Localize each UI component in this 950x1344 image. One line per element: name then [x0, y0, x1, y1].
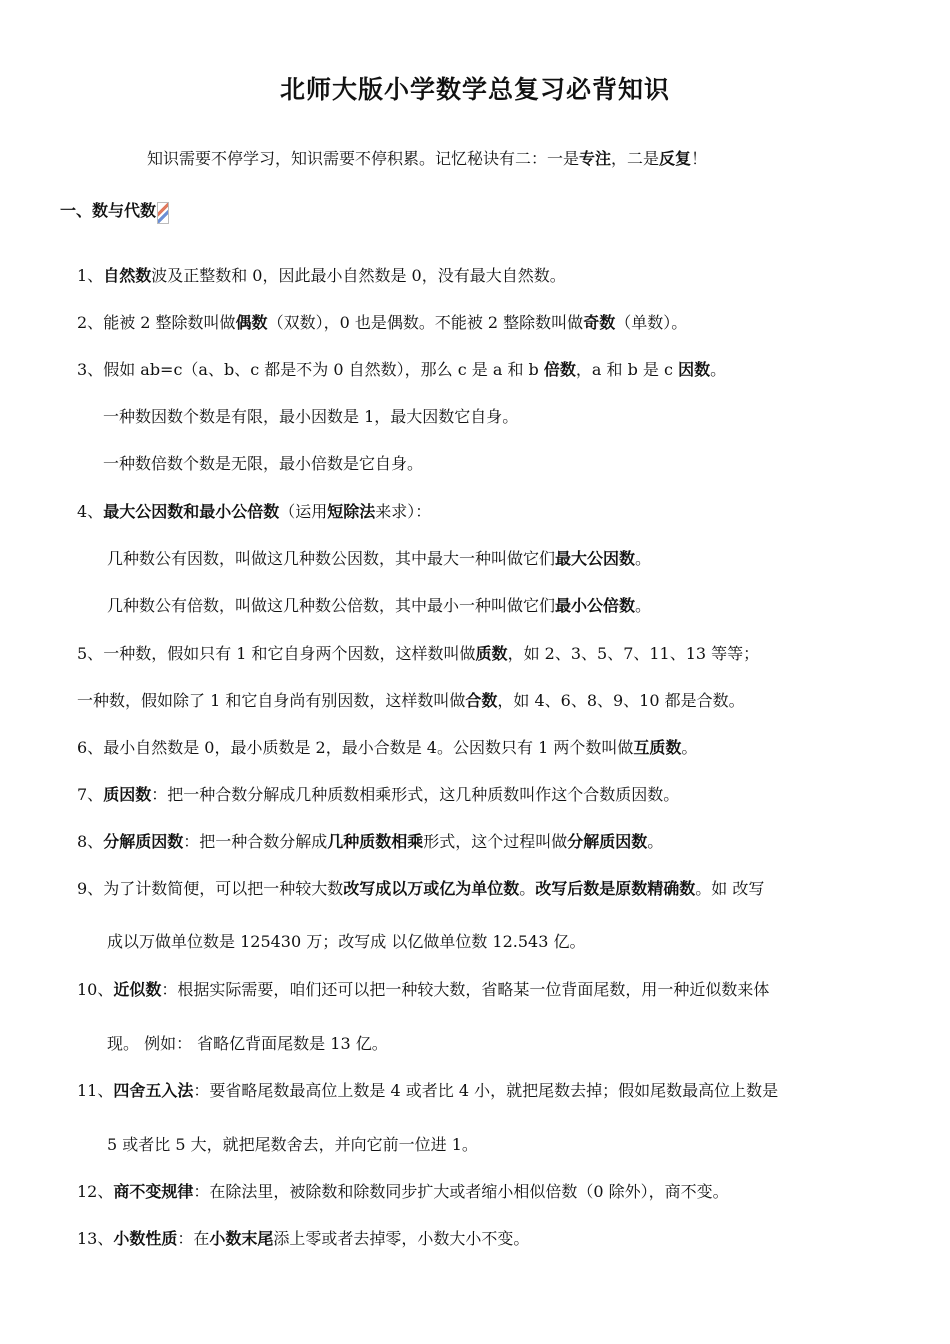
item-text: （双数），0 也是偶数。不能被 2 整除数叫做: [267, 313, 584, 332]
item-text: 波及正整数和 0，因此最小自然数是 0，没有最大自然数。: [151, 266, 566, 285]
item-text: ：根据实际需要，咱们还可以把一种较大数，省略某一位背面尾数，用一种近似数来体: [161, 980, 770, 999]
item-text: 形式，这个过程叫做: [423, 832, 568, 851]
item-number: 7、: [77, 785, 104, 804]
item-4b: [107, 596, 651, 616]
item-text: 来求）：: [375, 502, 432, 521]
term: 因数: [678, 360, 711, 379]
term: 最大公因数: [555, 549, 636, 568]
term: 四舍五入法: [113, 1081, 194, 1100]
term: 分解质因数: [567, 832, 648, 851]
item-4: [77, 502, 431, 522]
term: 合数: [465, 691, 498, 710]
term: 自然数: [103, 266, 152, 285]
item-text: ：把一种合数分解成: [183, 832, 328, 851]
item-text: 能被 2 整除数叫做: [103, 313, 236, 332]
broken-image-icon: [157, 202, 169, 224]
item-text: 几种数公有因数，叫做这几种数公因数，其中最大一种叫做它们: [107, 549, 556, 568]
item-13: [77, 1229, 529, 1249]
item-text: 一种数，假如只有 1 和它自身两个因数，这样数叫做: [103, 644, 476, 663]
item-number: 4、: [77, 502, 104, 521]
item-3a: 一种数因数个数是有限，最小因数是 1，最大因数它自身。: [103, 407, 519, 426]
item-text: 。: [635, 596, 652, 615]
term: 改写成以万或亿为单位数: [343, 879, 520, 898]
term: 小数末尾: [209, 1229, 274, 1248]
item-number: 3、: [77, 360, 104, 379]
item-10a: 现。 例如： 省略亿背面尾数是 13 亿。: [107, 1034, 388, 1053]
intro-bold-focus: 专注: [579, 149, 612, 168]
item-12: [77, 1182, 729, 1202]
item-text: 。: [647, 832, 664, 851]
item-number: 8、: [77, 832, 104, 851]
item-text: ，如 2、3、5、7、11、13 等等；: [507, 644, 760, 663]
item-text: ：在除法里，被除数和除数同步扩大或者缩小相似倍数（0 除外），商不变。: [193, 1182, 729, 1201]
item-10: [77, 980, 769, 1000]
item-text: ，如 4、6、8、9、10 都是合数。: [497, 691, 745, 710]
item-5a: [77, 691, 745, 711]
item-text: 为了计数简便，可以把一种较大数: [103, 879, 344, 898]
intro-text: 知识需要不停学习，知识需要不停积累。记忆秘诀有二：一是: [147, 149, 580, 168]
item-text: （单数）。: [615, 313, 688, 332]
item-2: [77, 313, 687, 333]
item-11a: 5 或者比 5 大，就把尾数舍去，并向它前一位进 1。: [107, 1135, 478, 1154]
intro-bold-repeat: 反复: [659, 149, 692, 168]
item-text: 。如 改写: [695, 879, 765, 898]
item-number: 12、: [77, 1182, 114, 1201]
item-text: 添上零或者去掉零，小数大小不变。: [273, 1229, 530, 1248]
item-number: 6、: [77, 738, 104, 757]
item-11: [77, 1081, 778, 1101]
item-number: 11、: [77, 1081, 114, 1100]
term: 奇数: [583, 313, 616, 332]
section-title: 一、数与代数: [60, 201, 157, 220]
term: 改写后数是原数精确数: [535, 879, 696, 898]
term: 最小公倍数: [555, 596, 636, 615]
term: 分解质因数: [103, 832, 184, 851]
intro-text-mid: ，二是: [611, 149, 660, 168]
item-text: 假如 ab=c（a、b、c 都是不为 0 自然数），那么 c 是 a 和 b: [103, 360, 544, 379]
item-text: 最小自然数是 0，最小质数是 2，最小合数是 4。公因数只有 1 两个数叫做: [103, 738, 634, 757]
intro-line: [147, 149, 707, 169]
term: 偶数: [235, 313, 268, 332]
term: 短除法: [327, 502, 376, 521]
term: 质数: [475, 644, 508, 663]
term: 商不变规律: [113, 1182, 194, 1201]
item-number: 2、: [77, 313, 104, 332]
item-text: 。: [635, 549, 652, 568]
item-text: 。: [710, 360, 727, 379]
item-7: [77, 785, 679, 805]
item-number: 9、: [77, 879, 104, 898]
item-text: 。: [519, 879, 536, 898]
intro-text-end: ！: [691, 149, 708, 168]
item-9: [77, 879, 764, 899]
item-text: 。: [681, 738, 698, 757]
term: 近似数: [113, 980, 162, 999]
section-heading: [60, 198, 169, 224]
item-text: ：把一种合数分解成几种质数相乘形式，这几种质数叫作这个合数质因数。: [151, 785, 680, 804]
item-text: ：在: [177, 1229, 210, 1248]
item-text: 几种数公有倍数，叫做这几种数公倍数，其中最小一种叫做它们: [107, 596, 556, 615]
item-3b: 一种数倍数个数是无限，最小倍数是它自身。: [103, 454, 424, 473]
item-text: 一种数，假如除了 1 和它自身尚有别因数，这样数叫做: [77, 691, 466, 710]
item-8: [77, 832, 663, 852]
item-text: （运用: [279, 502, 328, 521]
term: 质因数: [103, 785, 152, 804]
item-5: [77, 644, 759, 664]
item-6: [77, 738, 697, 758]
term: 小数性质: [113, 1229, 178, 1248]
item-text: ，a 和 b 是 c: [575, 360, 679, 379]
item-9a: 成以万做单位数是 125430 万；改写成 以亿做单位数 12.543 亿。: [107, 932, 586, 951]
item-number: 5、: [77, 644, 104, 663]
item-3: [77, 360, 726, 380]
item-number: 13、: [77, 1229, 114, 1248]
term: 倍数: [543, 360, 576, 379]
term: 几种质数相乘: [327, 832, 424, 851]
page-title: 北师大版小学数学总复习必背知识: [279, 75, 670, 104]
item-number: 10、: [77, 980, 114, 999]
term: 最大公因数和最小公倍数: [103, 502, 280, 521]
item-1: [77, 266, 566, 286]
item-text: ：要省略尾数最高位上数是 4 或者比 4 小，就把尾数去掉；假如尾数最高位上数是: [193, 1081, 779, 1100]
term: 互质数: [633, 738, 682, 757]
item-4a: [107, 549, 651, 569]
item-number: 1、: [77, 266, 104, 285]
